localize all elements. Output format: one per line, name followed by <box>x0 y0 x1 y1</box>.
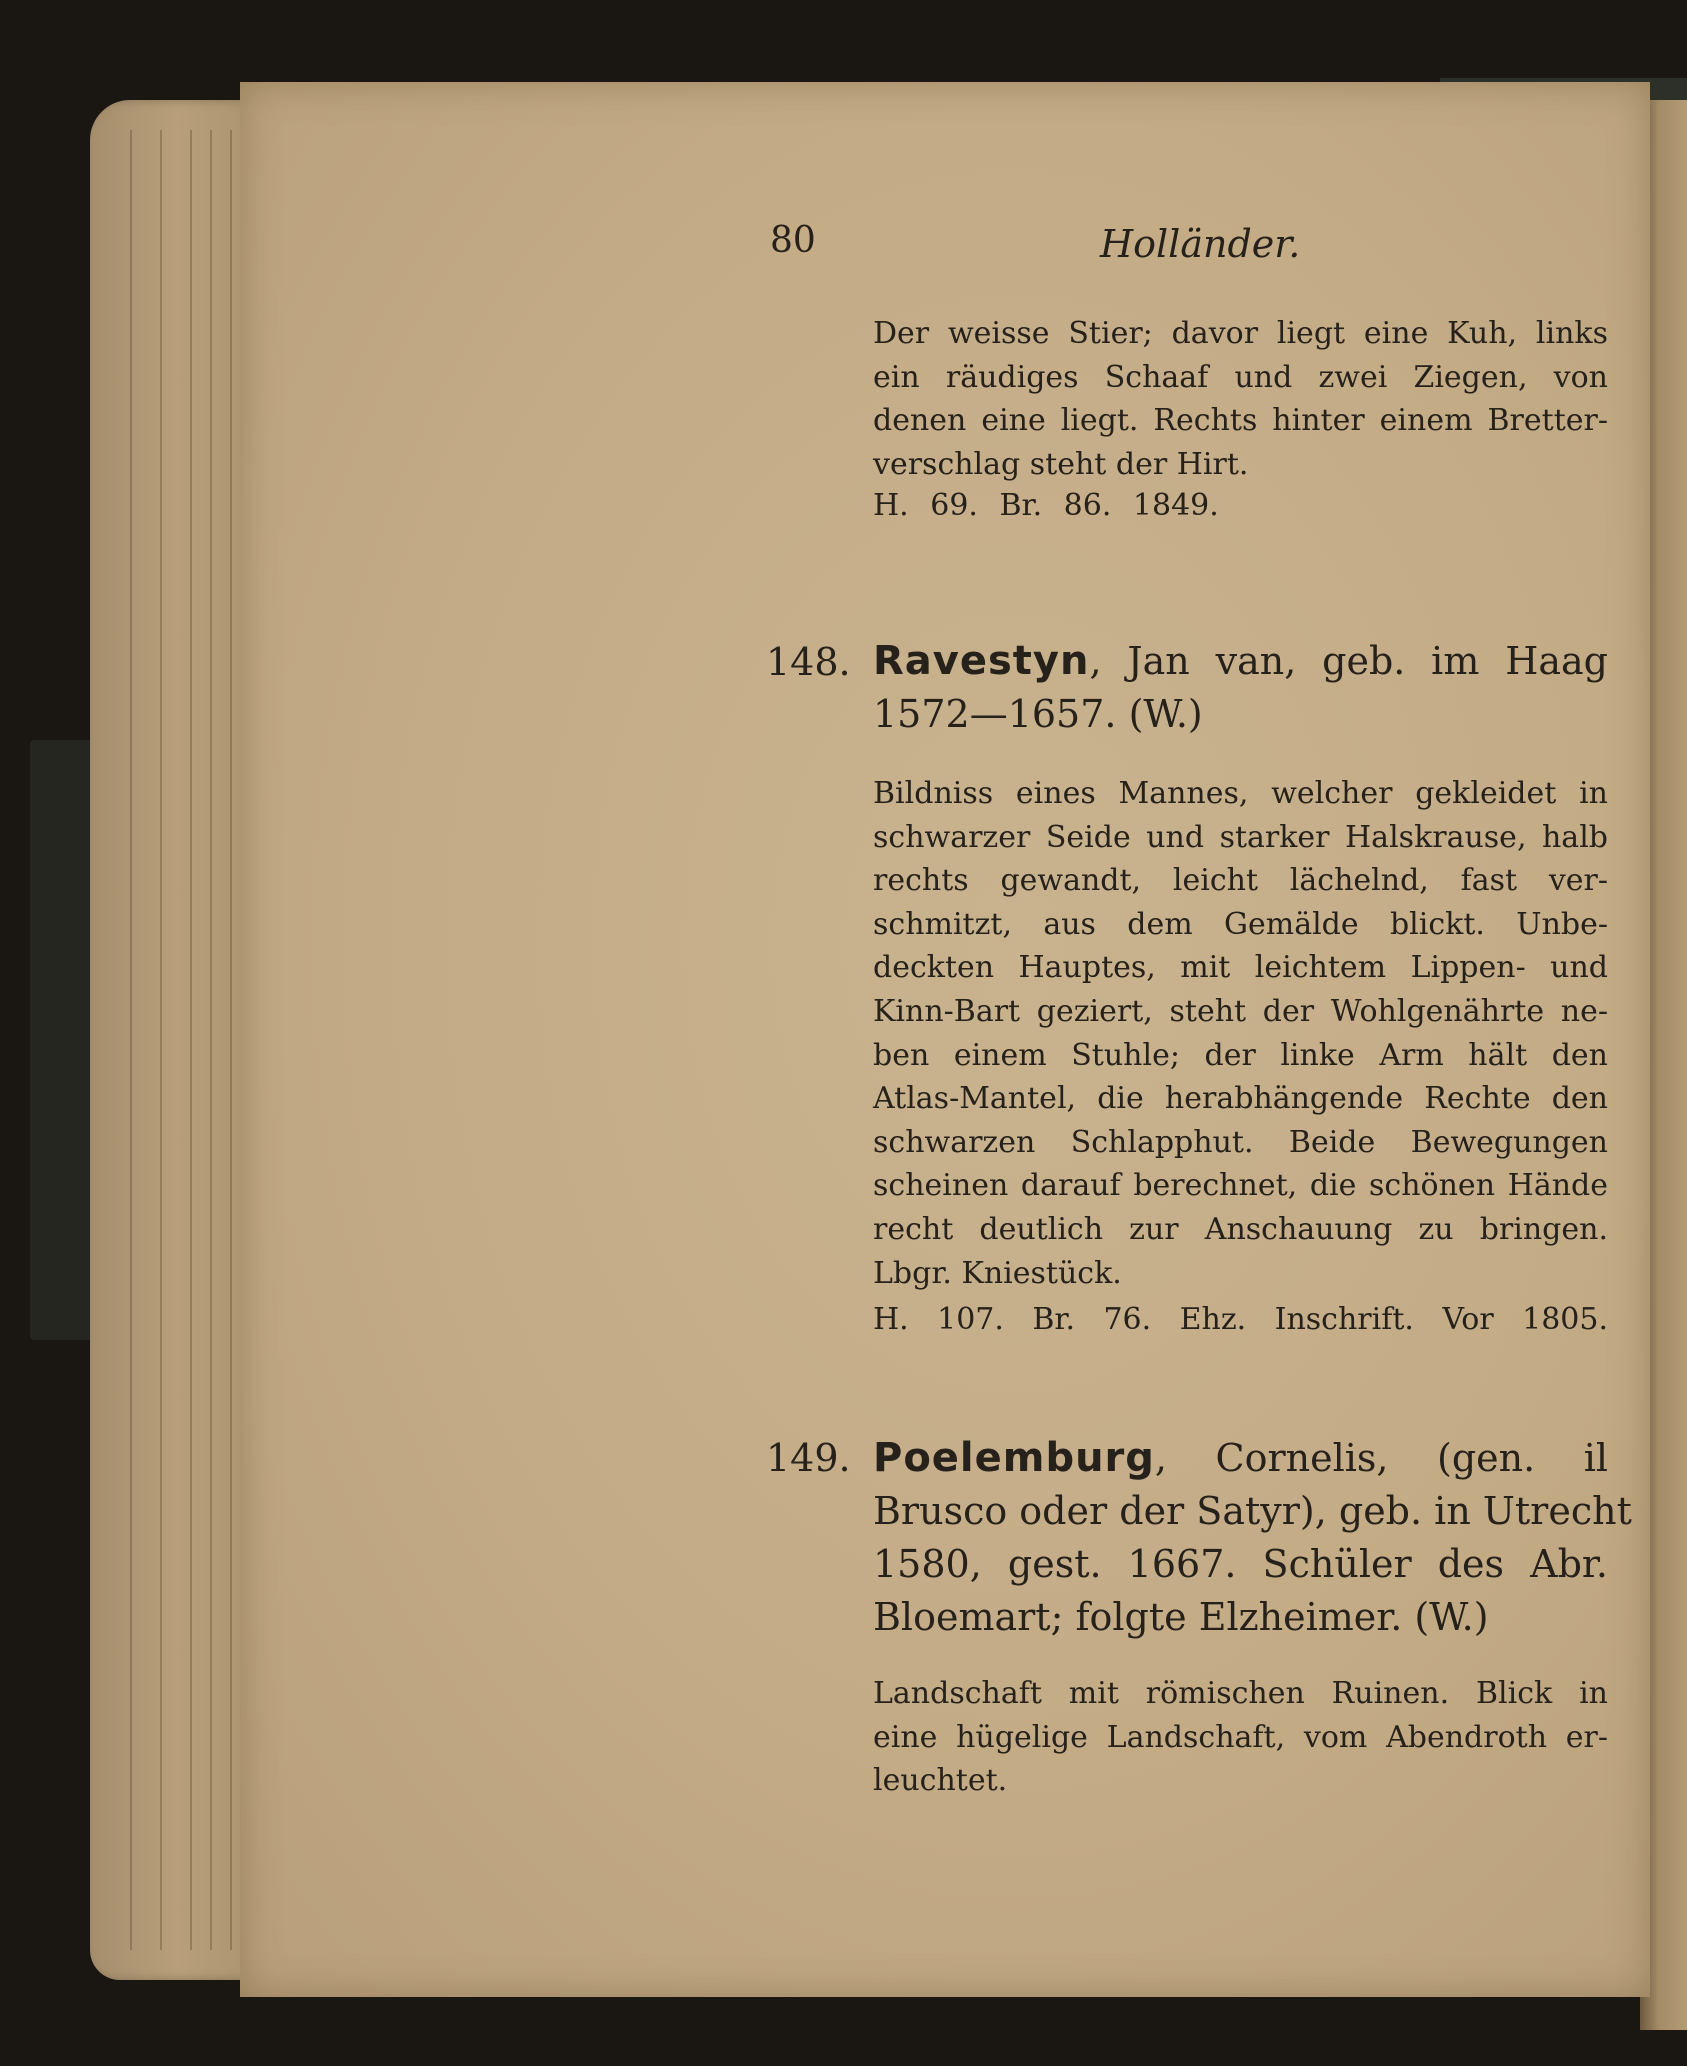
page-edge-line <box>190 130 192 1950</box>
text-line: Atlas-Mantel, die herabhängende Rechte den <box>873 1081 1608 1117</box>
entry-148-measures: H. 107. Br. 76. Ehz. Inschrift. Vor 1805. <box>873 1302 1608 1337</box>
text-line: denen eine liegt. Rechts hinter einem Bretter- <box>873 403 1608 439</box>
text-line: recht deutlich zur Anschauung zu bringen. <box>873 1211 1608 1247</box>
text-line: Kinn-Bart geziert, steht der Wohlgenährte ne- <box>873 993 1608 1029</box>
text-line: rechts gewandt, leicht lächelnd, fast ver- <box>873 863 1608 899</box>
entry-148-heading <box>873 635 1608 741</box>
text-line: leuchtet. <box>873 1763 1008 1799</box>
text-line: Landschaft mit römischen Ruinen. Blick in <box>873 1676 1608 1711</box>
text-line: Bildniss eines Mannes, welcher gekleidet in <box>873 776 1608 811</box>
page-edge-line <box>230 130 232 1950</box>
text-line: schmitzt, aus dem Gemälde blickt. Unbe- <box>873 906 1608 942</box>
heading-rest: , Cornelis, (gen. il <box>1154 1436 1608 1480</box>
text-line: ein räudiges Schaaf und zwei Ziegen, von <box>873 359 1608 395</box>
text-line: schwarzer Seide und starker Halskrause, halb <box>873 819 1608 855</box>
heading-line: 1572—1657. (W.) <box>873 692 1203 736</box>
intro-measures: H. 69. Br. 86. 1849. <box>873 488 1219 523</box>
text-line: scheinen darauf berechnet, die schönen Hände <box>873 1168 1608 1204</box>
page-number: 80 <box>770 220 816 261</box>
artist-name-ravestyn: Ravestyn <box>873 638 1090 684</box>
text-line: Lbgr. Kniestück. <box>873 1255 1122 1291</box>
heading-line <box>873 1432 1608 1485</box>
text-line: verschlag steht der Hirt. <box>873 446 1249 482</box>
intro-description <box>873 312 1608 486</box>
page-edge-line <box>130 130 132 1950</box>
entry-148-description <box>873 772 1608 1295</box>
entry-number-149: 149. <box>766 1436 851 1480</box>
text-line: deckten Hauptes, mit leichtem Lippen- und <box>873 950 1608 986</box>
heading-line: 1580, gest. 1667. Schüler des Abr. <box>873 1542 1608 1586</box>
heading-rest: , Jan van, geb. im Haag <box>1089 639 1608 683</box>
heading-line: Bloemart; folgte Elzheimer. (W.) <box>873 1595 1489 1639</box>
entry-149-description <box>873 1672 1608 1803</box>
text-line: schwarzen Schlapphut. Beide Bewegungen <box>873 1124 1608 1160</box>
text-line: ben einem Stuhle; der linke Arm hält den <box>873 1037 1608 1073</box>
entry-149-heading <box>873 1432 1632 1644</box>
artist-name-poelemburg: Poelemburg <box>873 1435 1155 1481</box>
running-head: Holländer. <box>1100 222 1301 266</box>
page-edge-line <box>210 130 212 1950</box>
page-edge-line <box>160 130 162 1950</box>
heading-line <box>873 635 1608 688</box>
entry-number-148: 148. <box>766 640 851 684</box>
text-line: eine hügelige Landschaft, vom Abendroth er- <box>873 1719 1608 1755</box>
heading-line: Brusco oder der Satyr), geb. in Utrecht <box>873 1489 1632 1533</box>
text-line: Der weisse Stier; davor liegt eine Kuh, links <box>873 316 1608 351</box>
